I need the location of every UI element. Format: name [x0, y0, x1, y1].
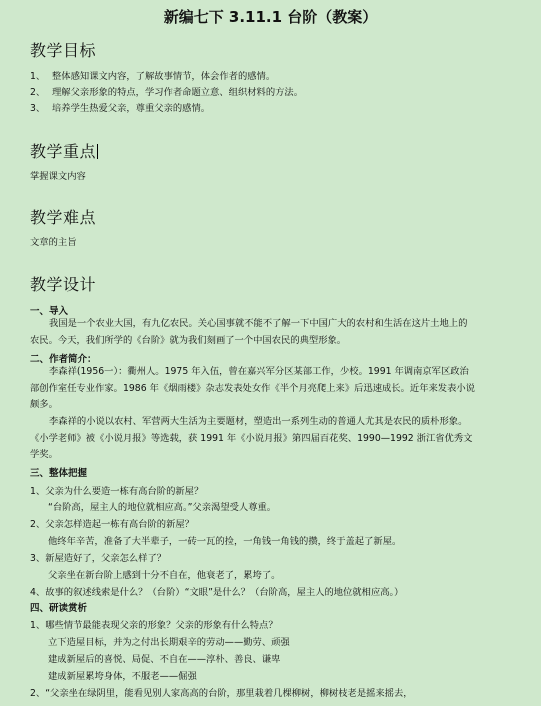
author-paragraph-2: 李森祥的小说以农村、军营两大生活为主要题材，塑造出一系列生动的普通人尤其是农民的质朴形象。《小学老师》被《小说月报》等选载，获 1991 年《小说月报》第四届百花奖、1990—1992 浙江省优秀文学奖。 [30, 416, 473, 460]
overall-answer: 他终年辛苦，准备了大半辈子，一砖一瓦的捡，一角钱一角钱的攒，终于盖起了新屋。 [48, 536, 402, 547]
study-question: 2、“父亲坐在绿阴里，能看见别人家高高的台阶，那里栽着几棵柳树，柳树枝老是摇来摇去， [30, 688, 413, 699]
key-points-heading[interactable]: 教学重点 [30, 142, 97, 161]
author-paragraph-1: 李森祥(1956一）：衢州人。1975 年入伍，曾在嘉兴军分区某部工作，少校。1991 年调南京军区政治部创作室任专业作家。1986 年《烟雨楼》杂志发表处女作《半个月亮爬上来》后迅速成长。近年来发表小说颇多。 [30, 366, 475, 410]
section-overall-title: 三、整体把握 [30, 468, 88, 479]
difficulties-text: 文章的主旨 [30, 237, 77, 248]
overall-question: 4、故事的叙述线索是什么？（台阶）“文眼”是什么？（台阶高，屋主人的地位就相应高。） [30, 587, 404, 598]
section-intro-title: 一、导入 [30, 306, 69, 317]
study-answer: 建成新屋后的喜悦、局促、不自在——淳朴、善良、谦卑 [48, 654, 281, 665]
document-title: 新编七下 3.11.1 台阶（教案） [163, 8, 378, 26]
key-points-text: 掌握课文内容 [30, 171, 86, 182]
study-question: 1、哪些情节最能表现父亲的形象？父亲的形象有什么特点？ [30, 620, 278, 631]
goal-item: 1、 整体感知课文内容，了解故事情节，体会作者的感情。 [30, 71, 276, 82]
intro-paragraph: 我国是一个农业大国，有九亿农民。关心国事就不能不了解一下中国广大的农村和生活在这片土地上的农民。今天，我们所学的《台阶》就为我们刻画了一个中国农民的典型形象。 [30, 318, 468, 346]
overall-question: 2、父亲怎样造起一栋有高台阶的新屋？ [30, 519, 194, 530]
goal-item: 3、 培养学生热爱父亲，尊重父亲的感情。 [30, 103, 211, 114]
goals-heading: 教学目标 [30, 41, 97, 60]
overall-question: 3、新屋造好了，父亲怎么样了？ [30, 553, 167, 564]
study-answer: 建成新屋累垮身体，不服老——倔强 [48, 671, 197, 682]
study-answer: 立下造屋目标，并为之付出长期艰辛的劳动——勤劳、顽强 [48, 637, 290, 648]
overall-question: 1、父亲为什么要造一栋有高台阶的新屋？ [30, 486, 204, 497]
overall-answer: 父亲坐在新台阶上感到十分不自在，他衰老了，累垮了。 [48, 570, 281, 581]
section-study-title: 四、研读赏析 [30, 603, 88, 614]
text-cursor [97, 144, 98, 159]
goal-item: 2、 理解父亲形象的特点，学习作者命题立意、组织材料的方法。 [30, 87, 304, 98]
overall-answer: “台阶高，屋主人的地位就相应高。”父亲渴望受人尊重。 [48, 502, 277, 513]
difficulties-heading: 教学难点 [30, 208, 97, 227]
design-heading: 教学设计 [30, 275, 97, 294]
section-author-title: 二、作者简介： [30, 354, 97, 365]
